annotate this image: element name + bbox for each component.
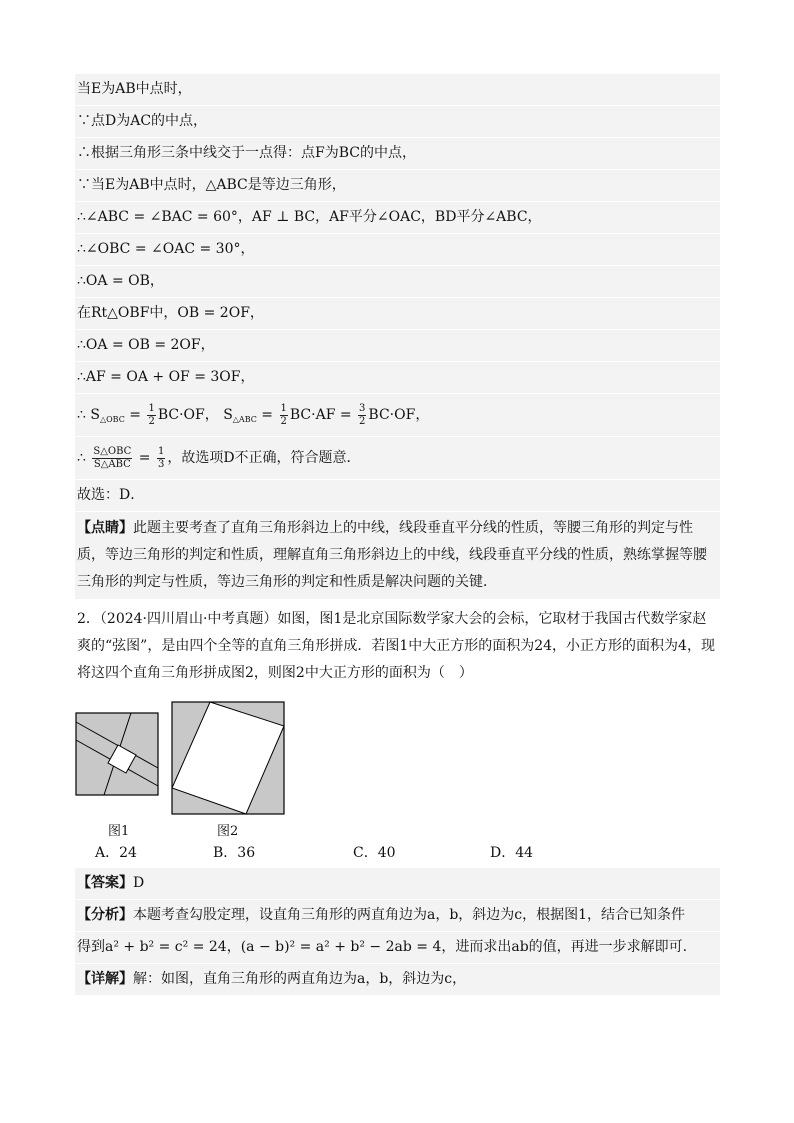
figure-1 <box>76 713 158 795</box>
solution-line: ∴OA = OB， <box>75 266 720 298</box>
choice-c[interactable]: C．40 <box>353 845 396 861</box>
fraction: $\frac{1}{2}$ <box>148 402 155 427</box>
conclusion-line: 故选：D． <box>75 480 720 512</box>
choice-b[interactable]: B．36 <box>213 845 256 861</box>
question-text: 2．（2024·四川眉山·中考真题）如图，图1是北京国际数学家大会的会标，它取材于我国古代数学家赵爽的“弦图”，是由四个全等的直角三角形拼成．若图1中大正方形的面积为24，小正方形的面积为4，现将这四个直角三角形拼成图2，则图2中大正方形的面积为（ ） <box>77 611 715 681</box>
figure-2-caption: 图2 <box>217 824 239 839</box>
solution-line: ∴∠OBC = ∠OAC = 30°， <box>75 234 720 266</box>
area-formula-line: ∴ $S_{\triangle OBC}$ = $\frac{1}{2}$ BC·OF， $S_{\triangle ABC}$ = $\frac{1}{2}$ BC·AF = $\frac{3}{2}$ BC·OF， <box>75 394 720 437</box>
choices <box>75 838 720 868</box>
answer-line: 【答案】D <box>75 868 720 900</box>
document-page <box>75 74 720 996</box>
figure-2 <box>172 702 284 814</box>
solution-line: ∴OA = OB = 2OF， <box>75 330 720 362</box>
figure-diagrams <box>75 698 315 823</box>
solution-line: ∴∠ABC = ∠BAC = 60°，AF ⊥ BC，AF平分∠OAC，BD平分∠ABC， <box>75 202 720 234</box>
choice-d[interactable]: D．44 <box>490 845 534 861</box>
fraction: $\frac{\text{S△OBC}}{\text{S△ABC}}$ <box>93 445 132 470</box>
analysis-line: 【分析】本题考查勾股定理，设直角三角形的两直角边为a，b，斜边为c，根据图1，结合已知条件 <box>75 900 720 932</box>
solution-line: ∵点D为AC的中点， <box>75 106 720 138</box>
answer-block <box>75 868 720 996</box>
figure-1-caption: 图1 <box>108 824 130 839</box>
solution-line: ∴根据三角形三条中线交于一点得：点F为BC的中点， <box>75 138 720 170</box>
fraction: $\frac{3}{2}$ <box>359 402 366 427</box>
fraction: $\frac{1}{2}$ <box>280 402 287 427</box>
choice-a[interactable]: A．24 <box>95 845 137 861</box>
solution-line: ∴AF = OA + OF = 3OF， <box>75 362 720 394</box>
detail-line: 【详解】解：如图，直角三角形的两直角边为a，b，斜边为c， <box>75 964 720 996</box>
ratio-line: ∴ $\frac{\text{S△OBC}}{\text{S△ABC}}$ = $\frac{1}{3}$ ，故选项D不正确，符合题意． <box>75 437 720 480</box>
solution-line: ∵当E为AB中点时，△ABC是等边三角形， <box>75 170 720 202</box>
figures <box>75 698 720 839</box>
solution-line: 当E为AB中点时， <box>75 74 720 106</box>
fraction: $\frac{1}{3}$ <box>157 445 165 470</box>
solution-line: 在Rt△OBF中，OB = 2OF， <box>75 298 720 330</box>
solution-block <box>75 74 720 599</box>
comment-text: 此题主要考查了直角三角形斜边上的中线，线段垂直平分线的性质，等腰三角形的判定与性质，等边三角形的判定和性质，理解直角三角形斜边上的中线，线段垂直平分线的性质，熟练掌握等腰三角形的判定与性质，等边三角形的判定和性质是解决问题的关键． <box>77 520 707 590</box>
comment-paragraph <box>75 512 720 599</box>
analysis-line: 得到a² + b² = c² = 24，(a − b)² = a² + b² − 2ab = 4，进而求出ab的值，再进一步求解即可. <box>75 932 720 964</box>
comment-tag: 【点睛】 <box>77 520 133 536</box>
